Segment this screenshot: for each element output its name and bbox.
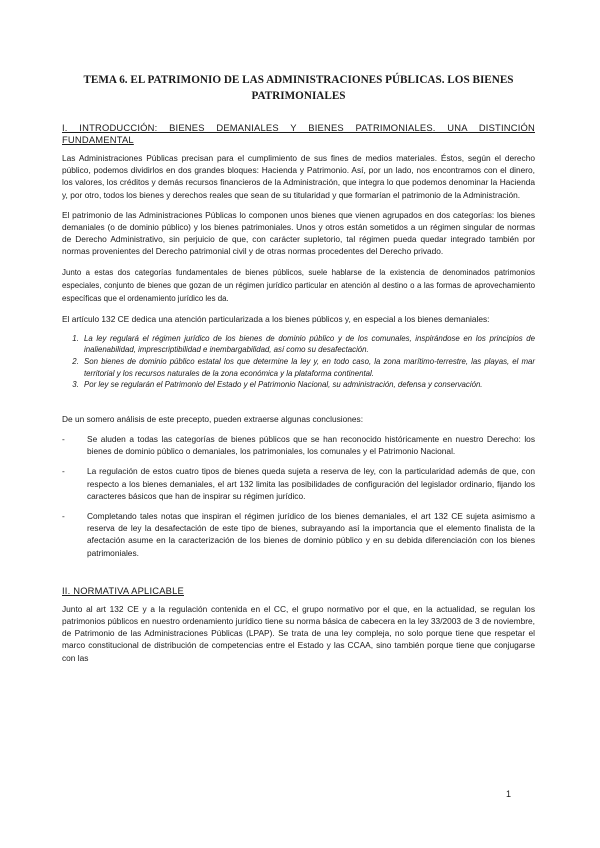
conclusions-intro: De un somero análisis de este precepto, pueden extraerse algunas conclusiones:	[62, 413, 364, 424]
section-1-heading: I. INTRODUCCIÓN: BIENES DEMANIALES Y BIENES PATRIMONIALES. UNA DISTINCIÓN FUNDAMENTAL	[62, 122, 535, 145]
list-dash: -	[62, 511, 65, 522]
spacer	[62, 399, 535, 413]
section-2-paragraph: Junto al art 132 CE y a la regulación contenida en el CC, el grupo normativo por el que, en la actualidad, se regulan los patrimonios públicos en nuestro ordenamiento jurídico tiene su norma básica de cabecera en la ley 33/2003 de 3 de noviembre, de Patrimonio de las Administraciones Públicas (LPAP). Se trata de una ley compleja, no solo porque tiene que respetar el marco constitucional de distribución de competencias entre el Estado y las CCAA, sino también porque tiene que conjugarse con las	[62, 603, 535, 663]
spacer	[62, 567, 535, 585]
page-content	[62, 72, 535, 672]
conclusion-text: Se aluden a todas las categorías de bienes públicos que se han reconocido históricamente en nuestro Derecho: los bienes de dominio público o demaniales, los patrimoniales, los comunales y el Patrimonio Nacional.	[87, 434, 535, 457]
conclusion-item-3	[62, 510, 535, 559]
section-1-paragraph-2: El patrimonio de las Administraciones Públicas lo componen unos bienes que vienen agrupados en dos categorías: los bienes demaniales (o de dominio público) y los bienes patrimoniales. Unos y otros están sometidos a un régimen singular de normas de Derecho Administrativo, sin perjuicio de que, con carácter supletorio, tal régimen pueda quedar integrado también por normas provenientes del Derecho patrimonial civil y de otras normas procedentes del Derecho privado.	[62, 209, 535, 257]
conclusion-item-1	[62, 433, 535, 457]
page-number: 1	[506, 789, 512, 799]
article-132-item-1: 1. La ley regulará el régimen jurídico de los bienes de dominio público y de los comunales, inspirándose en los principios de inalienabilidad, imprescriptibilidad e inembargabilidad, así como su desafectación.	[81, 333, 535, 356]
conclusion-text: Completando tales notas que inspiran el régimen jurídico de los bienes demaniales, el art 132 CE sujeta asimismo a reserva de ley la desafectación de este tipo de bienes, subrayando así la importancia que el elemento finalista de la afectación asume en la caracterización de los bienes de dominio público y en su debida diferenciación con los bienes patrimoniales.	[87, 511, 535, 558]
conclusion-item-2	[62, 465, 535, 502]
section-1-paragraph-4: El artículo 132 CE dedica una atención particularizada a los bienes públicos y, en especial a los bienes demaniales:	[62, 313, 490, 324]
article-132-item-2: 2. Son bienes de dominio público estatal los que determine la ley y, en todo caso, la zona marítimo-terrestre, las playas, el mar territorial y los recursos naturales de la zona económica y la plataforma continental.	[81, 356, 535, 379]
section-2-heading: II. NORMATIVA APLICABLE	[62, 584, 184, 596]
section-1-paragraph-3: Junto a estas dos categorías fundamentales de bienes públicos, suele hablarse de la existencia de denominados patrimonios especiales, conjunto de bienes que gozan de un régimen jurídico particular en atención al destino o a las formas de aprovechamiento específicas que el ordenamiento jurídico les da.	[62, 267, 535, 303]
document-title: TEMA 6. EL PATRIMONIO DE LAS ADMINISTRACIONES PÚBLICAS. LOS BIENES PATRIMONIALES	[83, 74, 514, 102]
list-dash: -	[62, 434, 65, 444]
article-132-item-3: 3. Por ley se regularán el Patrimonio del Estado y el Patrimonio Nacional, su administración, defensa y conservación.	[81, 379, 535, 391]
list-dash: -	[62, 466, 65, 477]
section-1-paragraph-1: Las Administraciones Públicas precisan para el cumplimiento de sus fines de medios materiales. Éstos, según el derecho público, podemos dividirlos en dos grandes bloques: Hacienda y Patrimonio. Así, por un lado, nos encontramos con el dinero, los valores, los créditos y demás recursos financieros de la Administración, que integra lo que podemos denominar la Hacienda y, por otro, todos los bienes y derechos reales que sean de su titularidad y que formarían el patrimonio de la Administración.	[62, 153, 535, 200]
article-132-list	[62, 333, 535, 391]
conclusions-list	[62, 433, 535, 559]
conclusion-text: La regulación de estos cuatro tipos de bienes queda sujeta a reserva de ley, con la particularidad además de que, con respecto a los bienes demaniales, el art 132 limita las posibilidades de configuración del legislador ordinario, fijando los caracteres básicos que han de inspirar su régimen jurídico.	[87, 466, 535, 501]
